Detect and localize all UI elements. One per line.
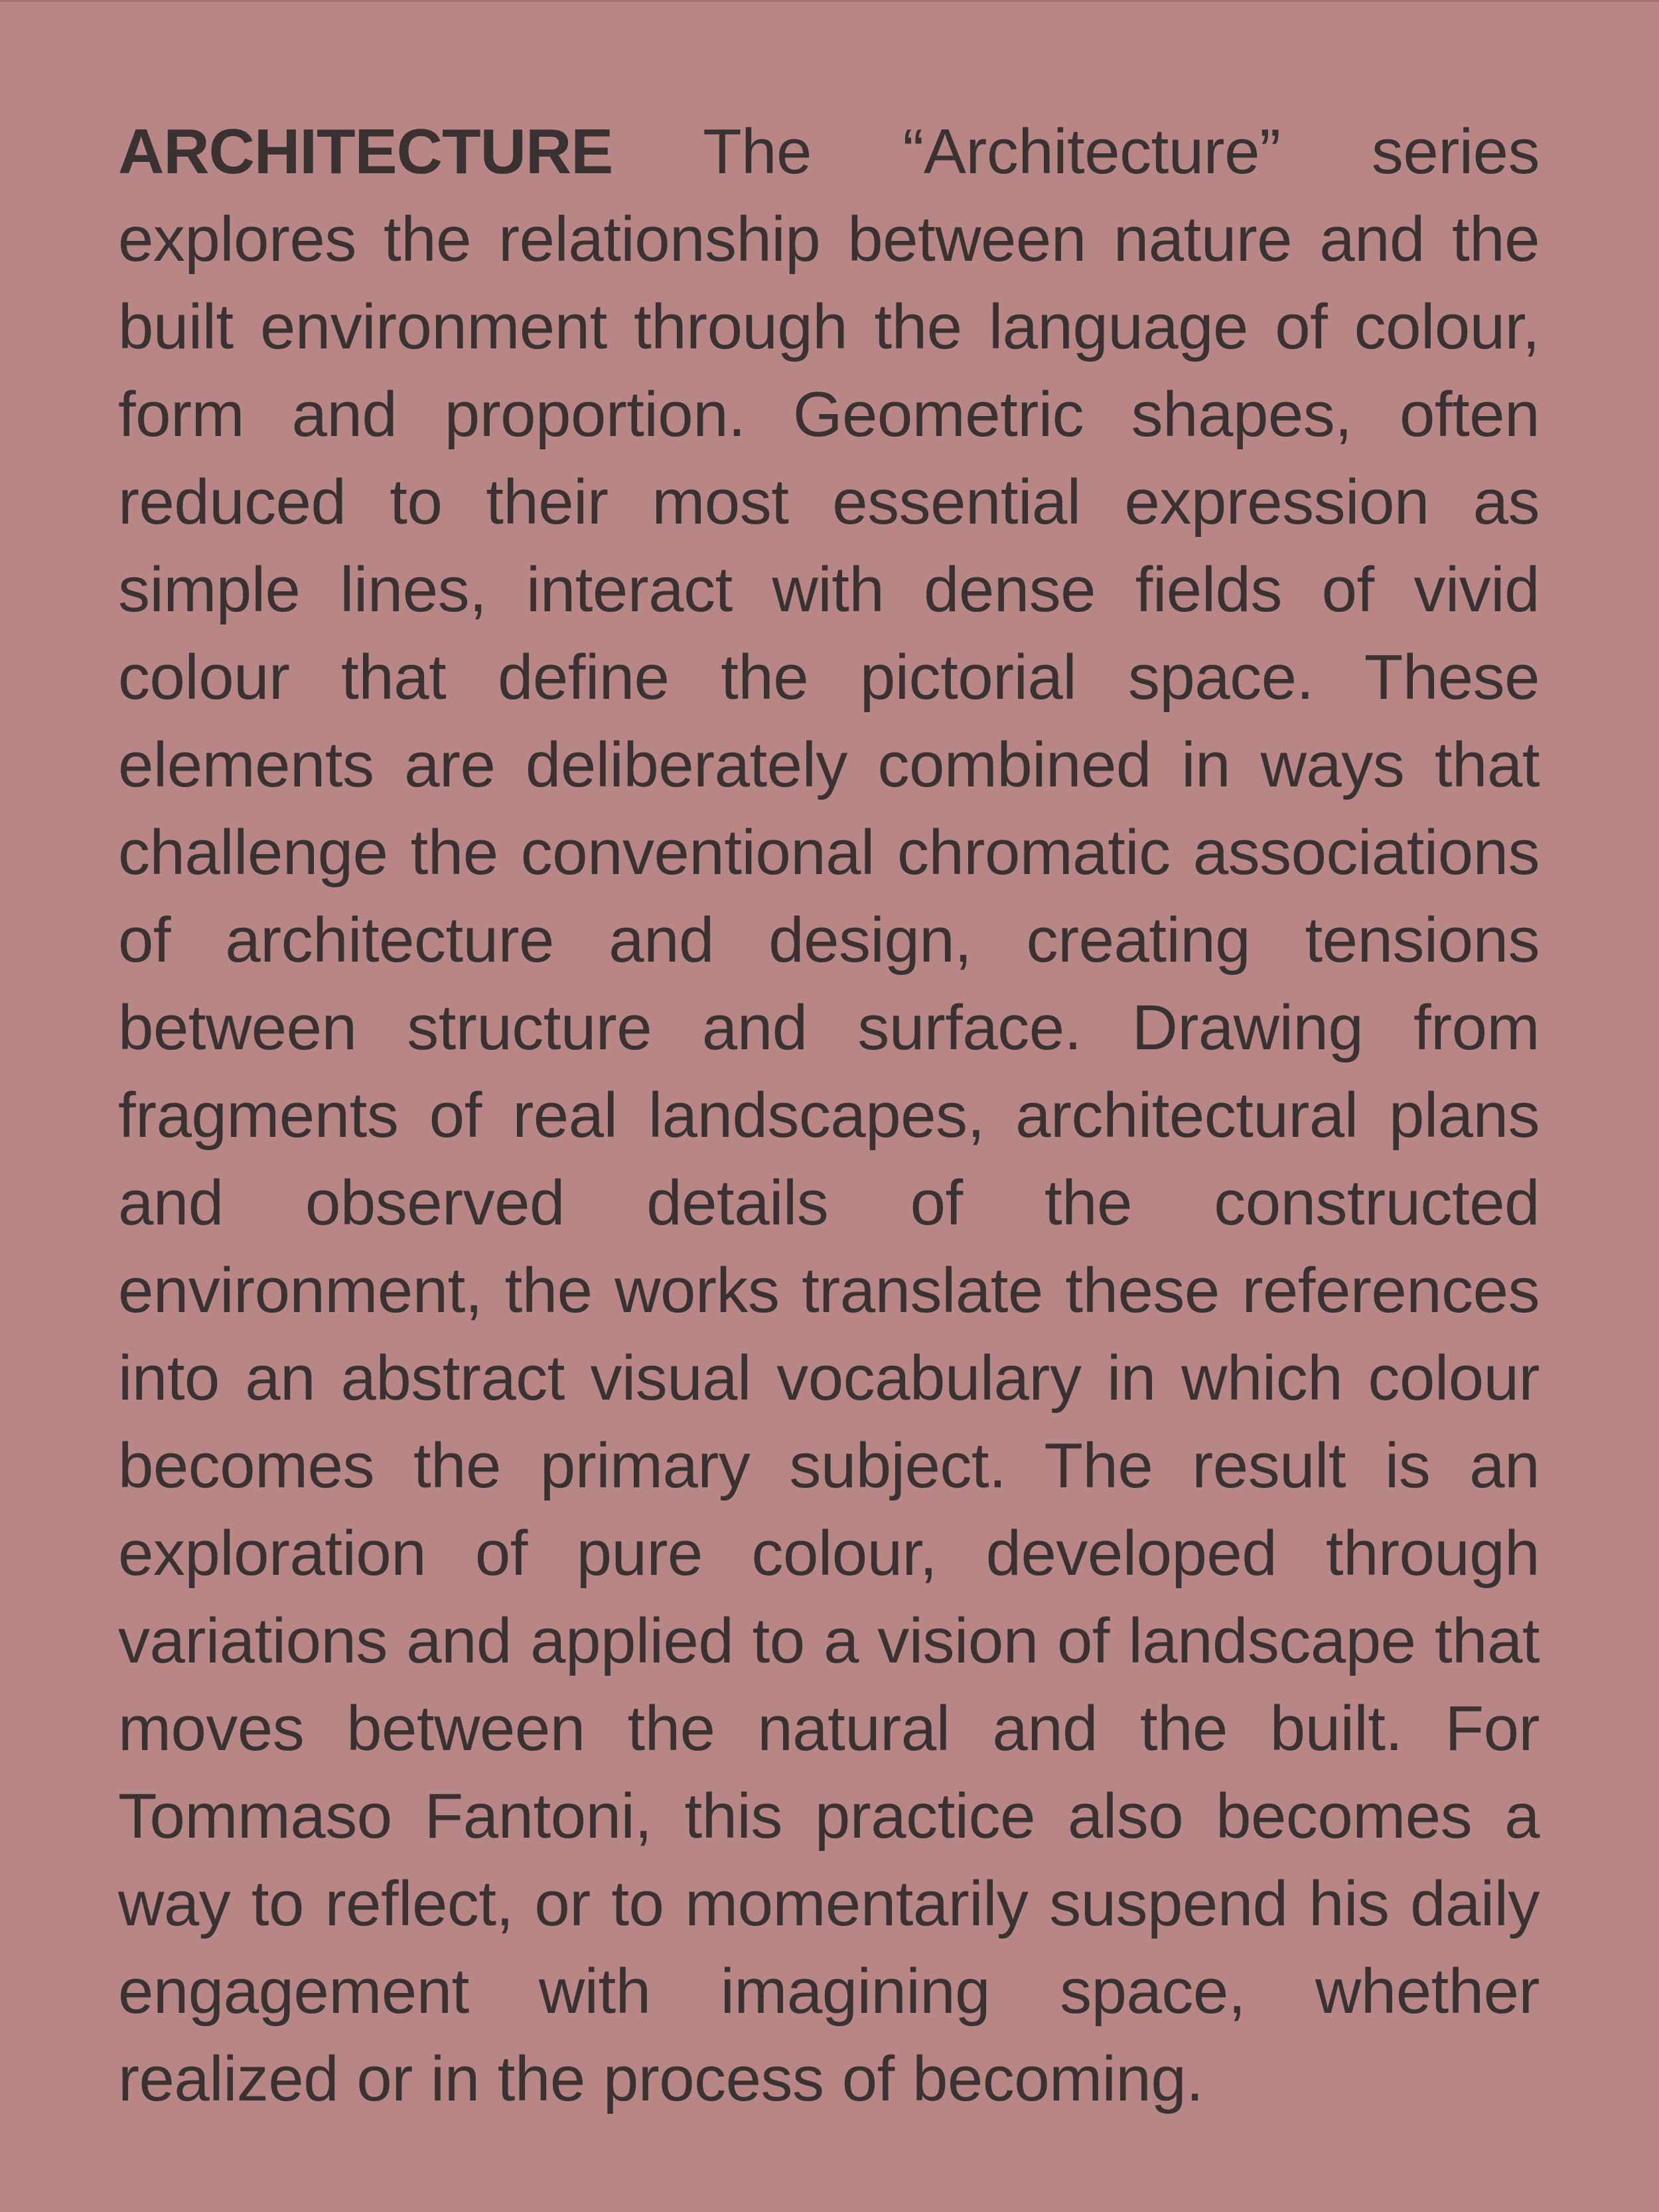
description-paragraph [118,108,1540,2123]
section-heading: ARCHITECTURE [118,116,613,187]
body-text: The “Architecture” series explores the relationship between nature and the built environment through the language of colour, form and proportion. Geometric shapes, often reduced to their most essential expression as simple lines, interact with dense fields of vivid colour that define the pictorial space. These elements are deliberately combined in ways that challenge the conventional chromatic associations of architecture and design, creating tensions between structure and surface. Drawing from fragments of real landscapes, architectural plans and observed details of the constructed environment, the works translate these references into an abstract visual vocabulary in which colour becomes the primary subject. The result is an exploration of pure colour, developed through variations and applied to a vision of landscape that moves between the natural and the built. For Tommaso Fantoni, this practice also becomes a way to reflect, or to momentarily suspend his daily engagement with imagining space, whether realized or in the process of becoming. [118,116,1540,2114]
